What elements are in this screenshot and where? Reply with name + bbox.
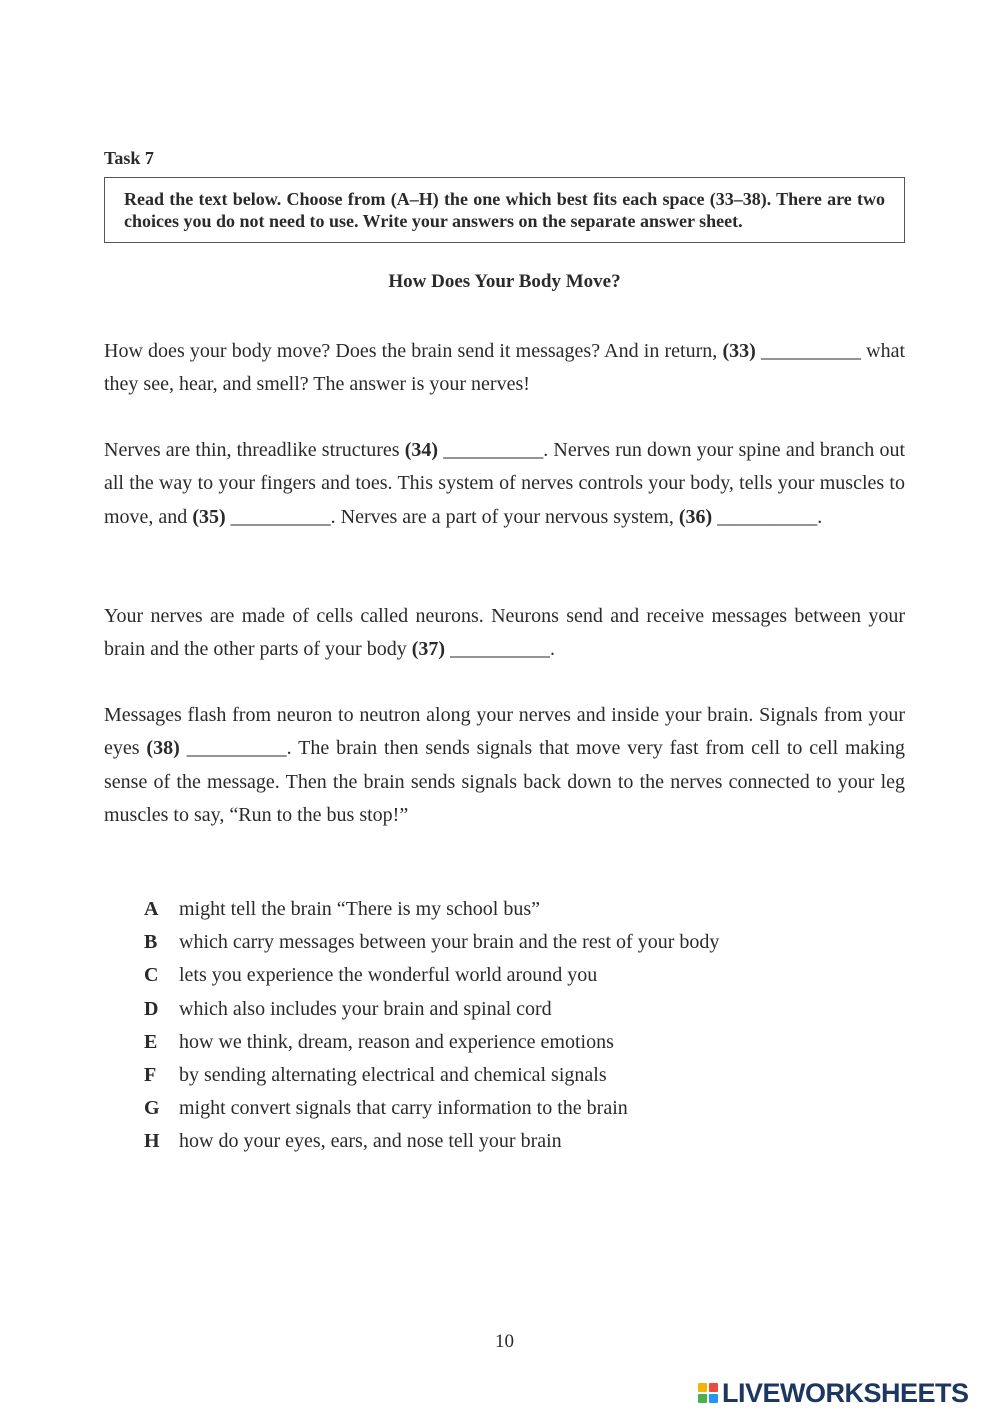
option-b: B which carry messages between your brain and the rest of your body — [144, 931, 720, 954]
logo-text: LIVEWORKSHEETS — [722, 1377, 969, 1408]
answer-blank-33[interactable]: __________ — [760, 340, 861, 362]
gap-label-37: (37) — [411, 638, 446, 661]
paragraph-4: Messages flash from neuron to neutron along your nerves and inside your brain. Signals from your eyes (38) __________. The brain then sends signals that move very fast from cell to cell making sense of the message. Then the brain sends signals back down to the nerves connected to your leg muscles to say, “Run to the bus stop!” — [104, 704, 906, 826]
option-e: E how we think, dream, reason and experience emotions — [144, 1030, 614, 1053]
gap-label-34: (34) — [404, 439, 439, 461]
instructions-box: Read the text below. Choose from (A–H) the one which best fits each space (33–38). There are two choices you do not need to use. Write your answers on the separate answer sheet. — [104, 177, 905, 243]
option-a: A might tell the brain “There is my school bus” — [144, 898, 541, 920]
paragraph-3: Your nerves are made of cells called neurons. Neurons send and receive messages between your brain and the other parts of your body (37) __________. — [104, 605, 905, 661]
answer-blank-36[interactable]: __________ — [717, 505, 818, 528]
option-h: H how do your eyes, ears, and nose tell your brain — [144, 1130, 562, 1153]
page-number: 10 — [495, 1331, 514, 1352]
gap-label-38: (38) — [146, 737, 180, 760]
gap-label-33: (33) — [722, 340, 756, 362]
gap-label-35: (35) — [192, 505, 226, 528]
option-f: F by sending alternating electrical and chemical signals — [144, 1063, 607, 1086]
answer-options-list — [144, 893, 904, 1159]
paragraph-2: Nerves are thin, threadlike structures (34) __________. Nerves run down your spine and branch out all the way to your fingers and toes. This system of nerves controls your body, tells your muscles to move, and (35) __________. Nerves are a part of your nervous system, (36) __________. — [104, 439, 906, 528]
liveworksheets-logo[interactable] — [698, 1379, 969, 1407]
answer-blank-35[interactable]: __________ — [230, 505, 331, 528]
task-label: Task 7 — [104, 148, 154, 168]
option-g: G might convert signals that carry information to the brain — [144, 1097, 628, 1120]
liveworksheets-logo-icon — [698, 1383, 718, 1403]
option-d: D which also includes your brain and spinal cord — [144, 997, 552, 1020]
paragraph-1: How does your body move? Does the brain send it messages? And in return, (33) __________ what they see, hear, and smell? The answer is your nerves! — [104, 340, 906, 396]
answer-blank-38[interactable]: __________ — [186, 737, 287, 760]
answer-blank-37[interactable]: __________ — [450, 638, 551, 661]
gap-label-36: (36) — [678, 505, 713, 528]
option-c: C lets you experience the wonderful world around you — [144, 964, 598, 987]
answer-blank-34[interactable]: __________ — [443, 439, 544, 461]
text-title: How Does Your Body Move? — [388, 271, 621, 292]
